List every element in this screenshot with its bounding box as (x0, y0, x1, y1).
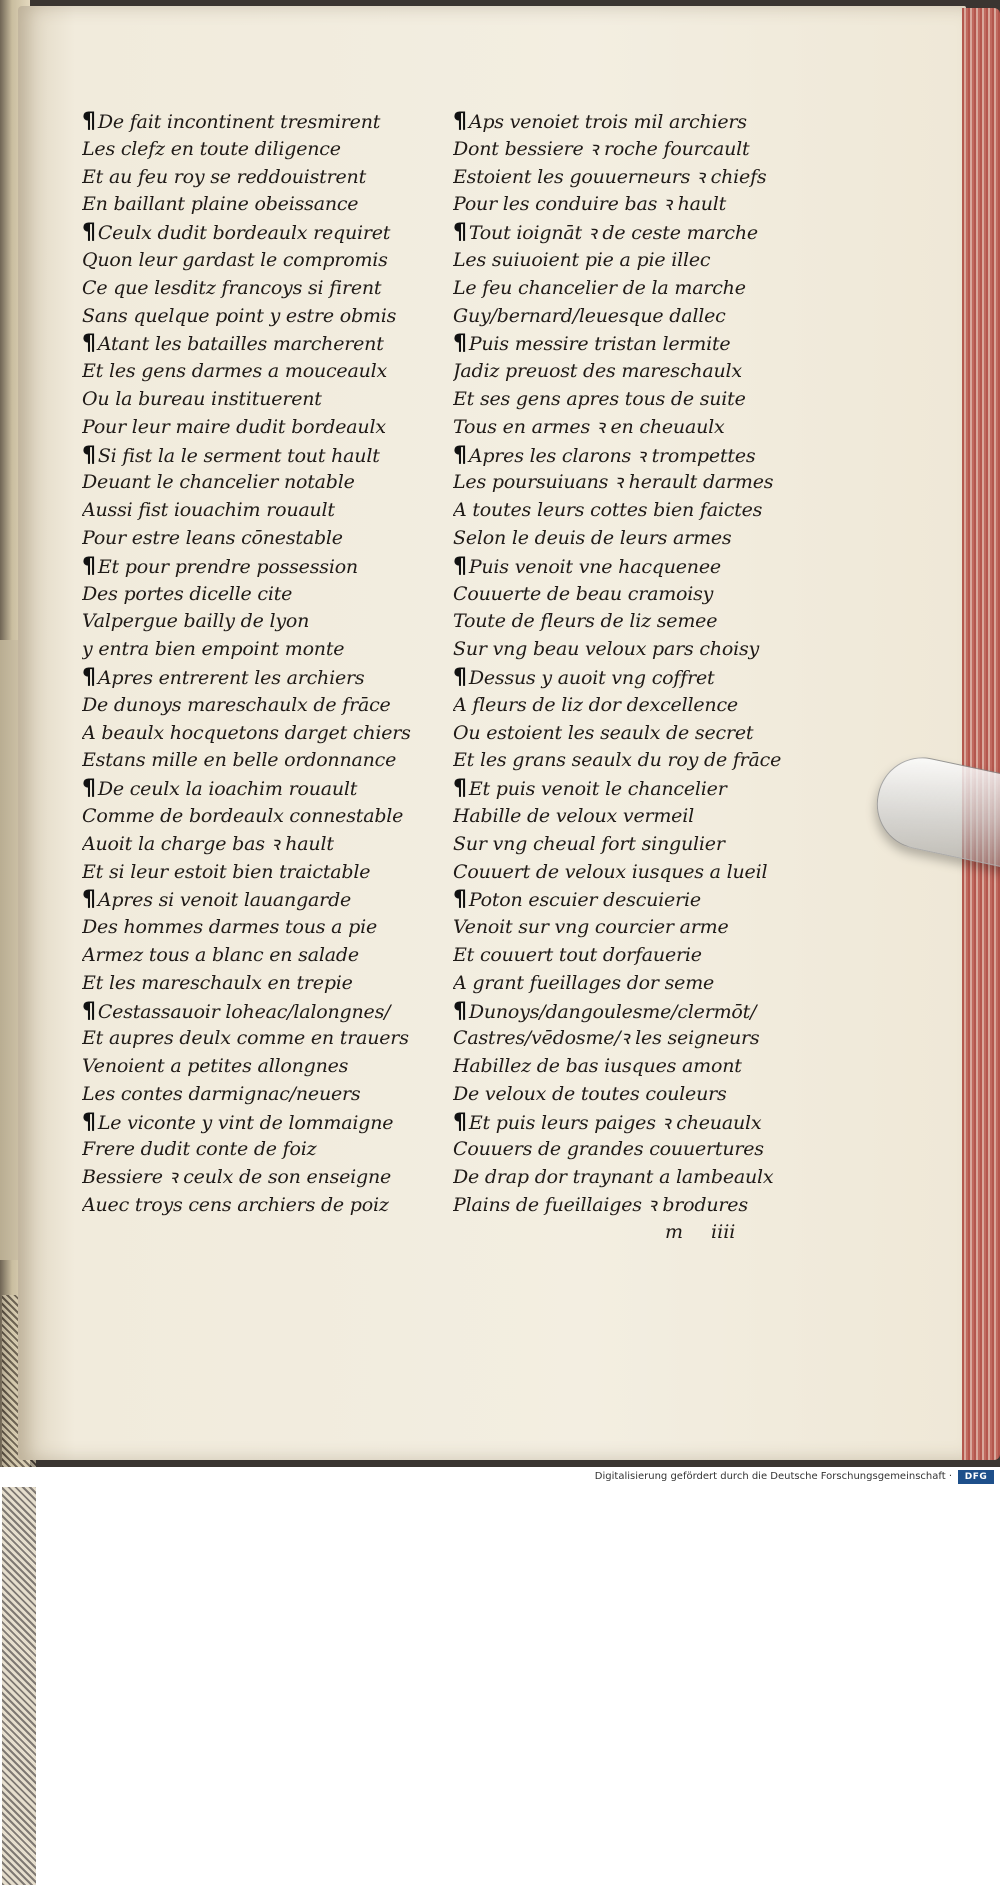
text-line (453, 191, 813, 219)
text-line-content: Toute de fleurs de liz semee (453, 610, 718, 633)
text-line-content: Ce que lesditz francoys si firent (82, 276, 382, 299)
text-line (82, 525, 442, 553)
text-line (453, 1053, 813, 1081)
text-line-content: De dunoys mareschaulx de frāce (82, 693, 391, 716)
text-line-content: Ceulx dudit bordeaulx requiret (97, 222, 391, 245)
text-line (82, 692, 442, 720)
text-line (82, 1109, 442, 1137)
text-line (82, 1192, 442, 1220)
paragraph-mark-icon: ¶ (453, 109, 467, 134)
text-line-content: De drap dor traynant a lambeaulx (453, 1166, 774, 1189)
text-line-content: Estoient les gouuerneurs ꝛ chiefs (453, 165, 767, 188)
text-line-content: Les poursuiuans ꝛ herault darmes (453, 471, 774, 494)
text-line (453, 219, 813, 247)
text-line (82, 1053, 442, 1081)
text-line (82, 303, 442, 331)
text-line-content: Couuerte de beau cramoisy (453, 582, 714, 605)
text-line-content: Pour les conduire bas ꝛ hault (453, 193, 727, 216)
text-line-content: Sur vng cheual fort singulier (453, 832, 725, 855)
text-line-content: y entra bien empoint monte (82, 638, 345, 661)
left-text-column (82, 108, 442, 1220)
right-text-column (453, 108, 813, 1220)
text-line (453, 1136, 813, 1164)
text-line-content: Pour estre leans cōnestable (82, 526, 343, 549)
text-line-content: Des hommes darmes tous a pie (82, 916, 377, 939)
text-line (82, 136, 442, 164)
text-line-content: Dunoys/dangoulesme/clermōt/ (468, 1000, 757, 1023)
paragraph-mark-icon: ¶ (453, 998, 467, 1024)
paragraph-mark-icon: ¶ (82, 220, 96, 246)
text-line (453, 275, 813, 303)
text-line (82, 275, 442, 303)
text-line-content: Le viconte y vint de lommaigne (97, 1111, 394, 1134)
text-line-content: Puis venoit vne hacquenee (468, 555, 721, 578)
text-line-content: Guy/bernard/leuesque dallec (453, 304, 726, 327)
text-line-content: Habillez de bas iusques amont (453, 1055, 742, 1078)
footer-credit: Digitalisierung gefördert durch die Deutsche Forschungsgemeinschaft · (594, 1471, 952, 1482)
text-line (453, 303, 813, 331)
text-line (82, 775, 442, 803)
text-line (82, 164, 442, 192)
text-line (82, 414, 442, 442)
text-line-content: De fait incontinent tresmirent (97, 111, 381, 133)
text-line (82, 1081, 442, 1109)
text-line (453, 859, 813, 887)
text-line (82, 664, 442, 692)
paragraph-mark-icon: ¶ (453, 887, 467, 913)
text-line (82, 1025, 442, 1053)
text-line-content: Apres les clarons ꝛ trompettes (468, 444, 756, 467)
text-line-content: Habille de veloux vermeil (453, 804, 694, 827)
text-line (453, 775, 813, 803)
text-line (453, 330, 813, 358)
signature-mark: m iiii (665, 1221, 736, 1243)
paragraph-mark-icon: ¶ (82, 664, 96, 690)
text-line-content: Et puis venoit le chancelier (468, 778, 727, 801)
paragraph-mark-icon: ¶ (453, 220, 467, 246)
text-line-content: Tout ioignāt ꝛ de ceste marche (468, 222, 758, 245)
text-line (453, 720, 813, 748)
text-line (453, 608, 813, 636)
text-line (453, 247, 813, 275)
paragraph-mark-icon: ¶ (82, 442, 96, 468)
text-line (453, 1192, 813, 1220)
text-line-content: Castres/vēdosme/ꝛ les seigneurs (453, 1027, 760, 1050)
text-line-content: Apres si venoit lauangarde (97, 889, 352, 912)
text-line (82, 886, 442, 914)
text-line-content: Dessus y auoit vng coffret (468, 666, 715, 689)
text-line (82, 747, 442, 775)
text-line-content: Aps venoiet trois mil archiers (468, 111, 747, 133)
text-line-content: Sans quelque point y estre obmis (82, 304, 397, 327)
text-line-content: De ceulx la ioachim rouault (97, 778, 358, 801)
text-line-content: Couuert de veloux iusques a lueil (453, 860, 768, 883)
paragraph-mark-icon: ¶ (453, 1109, 467, 1135)
text-line-content: Ou la bureau instituerent (82, 387, 322, 410)
text-line-content: A grant fueillages dor seme (453, 971, 715, 994)
paragraph-mark-icon: ¶ (453, 331, 467, 357)
text-line (453, 358, 813, 386)
text-line (82, 1136, 442, 1164)
text-line (82, 469, 442, 497)
text-line-content: Plains de fueillaiges ꝛ brodures (453, 1194, 748, 1217)
text-line (82, 942, 442, 970)
text-line-content: Puis messire tristan lermite (468, 333, 731, 356)
text-line-content: Venoit sur vng courcier arme (453, 916, 729, 939)
text-line-content: Et puis leurs paiges ꝛ cheuaulx (468, 1111, 762, 1134)
paragraph-mark-icon: ¶ (82, 109, 96, 134)
text-line (453, 497, 813, 525)
text-line-content: Jadiz preuost des mareschaulx (453, 360, 742, 383)
text-line (82, 358, 442, 386)
text-line (82, 497, 442, 525)
text-line (453, 1109, 813, 1137)
text-line (82, 720, 442, 748)
text-line-content: En baillant plaine obeissance (82, 193, 359, 216)
text-line (453, 664, 813, 692)
text-line (453, 747, 813, 775)
text-line (453, 998, 813, 1026)
text-line-content: Des portes dicelle cite (82, 582, 293, 605)
text-line (82, 859, 442, 887)
paragraph-mark-icon: ¶ (82, 776, 96, 802)
paragraph-mark-icon: ¶ (82, 1109, 96, 1135)
text-line (82, 553, 442, 581)
paragraph-mark-icon: ¶ (82, 331, 96, 357)
text-line (82, 636, 442, 664)
text-line (453, 469, 813, 497)
text-line-content: A toutes leurs cottes bien faictes (453, 499, 763, 522)
paragraph-mark-icon: ¶ (453, 442, 467, 468)
paragraph-mark-icon: ¶ (82, 998, 96, 1024)
text-line (453, 692, 813, 720)
text-line (82, 608, 442, 636)
text-line (453, 1025, 813, 1053)
text-line-content: Et les gens darmes a mouceaulx (82, 360, 388, 383)
text-line-content: Ou estoient les seaulx de secret (453, 721, 754, 744)
text-line (82, 831, 442, 859)
text-line (82, 581, 442, 609)
text-line-content: Quon leur gardast le compromis (82, 248, 388, 271)
text-line-content: Tous en armes ꝛ en cheuaulx (453, 415, 725, 438)
paragraph-mark-icon: ¶ (82, 553, 96, 579)
text-line (453, 581, 813, 609)
text-line (453, 136, 813, 164)
text-line (453, 942, 813, 970)
text-line-content: Pour leur maire dudit bordeaulx (82, 415, 386, 438)
paragraph-mark-icon: ¶ (453, 664, 467, 690)
text-line (82, 803, 442, 831)
text-line-content: Et au feu roy se reddouistrent (82, 165, 367, 188)
text-line-content: Et couuert tout dorfauerie (453, 943, 702, 966)
text-line (82, 1164, 442, 1192)
text-line (82, 914, 442, 942)
text-line-content: Auec troys cens archiers de poiz (82, 1194, 389, 1217)
text-line-content: Dont bessiere ꝛ roche fourcault (453, 137, 750, 160)
text-line-content: Bessiere ꝛ ceulx de son enseigne (82, 1166, 392, 1189)
dfg-logo: DFG (958, 1470, 994, 1484)
text-line-content: Les contes darmignac/neuers (82, 1082, 361, 1105)
text-line-content: Apres entrerent les archiers (97, 666, 365, 689)
text-line (82, 970, 442, 998)
text-line-content: Venoient a petites allongnes (82, 1055, 349, 1078)
text-line-content: Poton escuier descuierie (468, 889, 701, 912)
text-line (453, 636, 813, 664)
text-line (453, 1081, 813, 1109)
text-line-content: Et les grans seaulx du roy de frāce (453, 749, 782, 772)
text-line (82, 330, 442, 358)
text-line (453, 886, 813, 914)
text-line-content: Les clefz en toute diligence (82, 137, 341, 160)
text-line-content: Les suiuoient pie a pie illec (453, 248, 711, 271)
text-line-content: Estans mille en belle ordonnance (82, 749, 397, 772)
text-line-content: Et aupres deulx comme en trauers (82, 1027, 409, 1050)
text-line (453, 970, 813, 998)
text-line (453, 1164, 813, 1192)
text-line-content: A fleurs de liz dor dexcellence (453, 693, 738, 716)
text-line-content: De veloux de toutes couleurs (453, 1082, 727, 1105)
text-line-content: Aussi fist iouachim rouault (82, 499, 335, 522)
text-line-content: Selon le deuis de leurs armes (453, 526, 732, 549)
text-line (453, 414, 813, 442)
text-line (82, 108, 442, 136)
text-line-content: Le feu chancelier de la marche (453, 276, 746, 299)
text-line (453, 386, 813, 414)
red-page-edges (962, 8, 1000, 1460)
text-line-content: Armez tous a blanc en salade (82, 943, 359, 966)
text-line-content: Et les mareschaulx en trepie (82, 971, 353, 994)
paragraph-mark-icon: ¶ (82, 887, 96, 913)
text-line-content: Comme de bordeaulx connestable (82, 804, 404, 827)
paragraph-mark-icon: ¶ (453, 776, 467, 802)
text-line-content: Si fist la le serment tout hault (97, 444, 380, 467)
text-line (82, 386, 442, 414)
text-line (82, 191, 442, 219)
text-line (82, 998, 442, 1026)
text-line (453, 525, 813, 553)
text-line-content: A beaulx hocquetons darget chiers (82, 721, 411, 744)
text-line (453, 553, 813, 581)
text-line-content: Valpergue bailly de lyon (82, 610, 310, 633)
footer-bar (0, 1467, 1000, 1487)
text-line-content: Sur vng beau veloux pars choisy (453, 638, 760, 661)
text-line (453, 108, 813, 136)
text-line-content: Cestassauoir loheac/lalongnes/ (97, 1000, 391, 1023)
text-line (453, 831, 813, 859)
paragraph-mark-icon: ¶ (453, 553, 467, 579)
text-line-content: Deuant le chancelier notable (82, 471, 355, 494)
text-line-content: Et si leur estoit bien traictable (82, 860, 371, 883)
text-line (82, 247, 442, 275)
text-line (82, 442, 442, 470)
text-line (453, 803, 813, 831)
text-line (453, 164, 813, 192)
text-line-content: Couuers de grandes couuertures (453, 1138, 764, 1161)
text-line-content: Frere dudit conte de foiz (82, 1138, 317, 1161)
text-line-content: Et ses gens apres tous de suite (453, 387, 746, 410)
text-line-content: Atant les batailles marcherent (97, 333, 384, 356)
text-line (82, 219, 442, 247)
text-line (453, 914, 813, 942)
text-line-content: Auoit la charge bas ꝛ hault (82, 832, 334, 855)
text-line (453, 442, 813, 470)
text-line-content: Et pour prendre possession (97, 555, 358, 578)
